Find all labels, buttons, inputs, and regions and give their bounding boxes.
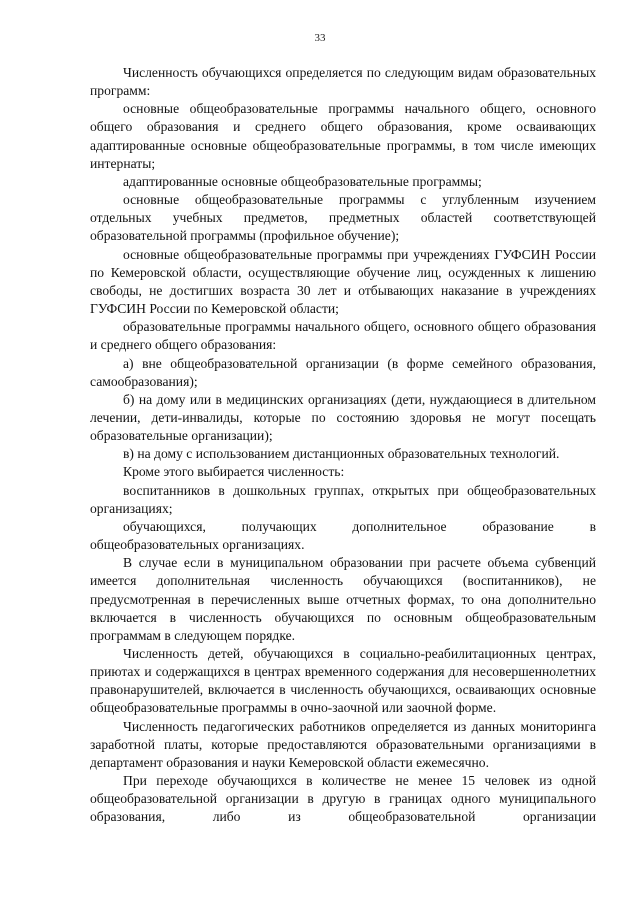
paragraph: Численность педагогических работников определяется из данных мониторинга заработной платы, которые предоставляются образовательными организациями в департамент образования и науки Кемеровской области ежемесячно.: [90, 718, 596, 770]
paragraph: основные общеобразовательные программы начального общего, основного общего образования и среднего общего образования, кроме осваивающих адаптированные основные общеобразовательные программы, в том числе имеющих интернаты;: [90, 101, 596, 171]
paragraph: воспитанников в дошкольных группах, открытых при общеобразовательных организациях;: [90, 482, 596, 516]
paragraph: основные общеобразовательные программы с углубленным изучением отдельных учебных предметов, предметных областей соответствующей образовательной программы (профильное обучение);: [90, 192, 596, 244]
paragraph: В случае если в муниципальном образовании при расчете объема субвенций имеется дополнительная численность обучающихся (воспитанников), не предусмотренная в перечисленных выше отчетных формах, то она дополнительно включается в численность обучающихся по основным общеобразовательным программам в следующем порядке.: [90, 555, 596, 643]
paragraph: адаптированные основные общеобразовательные программы;: [123, 173, 482, 189]
paragraph: а) вне общеобразовательной организации (в форме семейного образования, самообразования);: [90, 355, 596, 389]
paragraph: Численность детей, обучающихся в социально-реабилитационных центрах, приютах и содержащихся в центрах временного содержания для несовершеннолетних правонарушителей, включается в численность обучающихся, осваивающих основные общеобразовательные программы в очно-заочной или заочной форме.: [90, 646, 596, 716]
paragraph: образовательные программы начального общего, основного общего образования и среднего общего образования:: [90, 319, 596, 353]
paragraph: При переходе обучающихся в количестве не менее 15 человек из одной общеобразовательной организации в другую в границах одного муниципального образования, либо из общеобразовательной организации: [90, 773, 596, 825]
paragraph: б) на дому или в медицинских организациях (дети, нуждающиеся в длительном лечении, дети-инвалиды, которые по состоянию здоровья не могут посещать образовательные организации);: [90, 391, 596, 444]
paragraph: основные общеобразовательные программы при учреждениях ГУФСИН России по Кемеровской области, осуществляющие обучение лиц, осужденных к лишению свободы, не достигших возраста 30 лет и отбывающих наказание в учреждениях ГУФСИН России по Кемеровской области;: [90, 246, 596, 317]
paragraph: Численность обучающихся определяется по следующим видам образовательных программ:: [90, 65, 596, 99]
paragraph: в) на дому с использованием дистанционных образовательных технологий.: [123, 446, 560, 462]
paragraph: обучающихся, получающих дополнительное образование в общеобразовательных организациях.: [90, 518, 596, 553]
paragraph: Кроме этого выбирается численность:: [123, 464, 345, 480]
page-number: 33: [314, 32, 326, 44]
document-body: [90, 64, 596, 827]
